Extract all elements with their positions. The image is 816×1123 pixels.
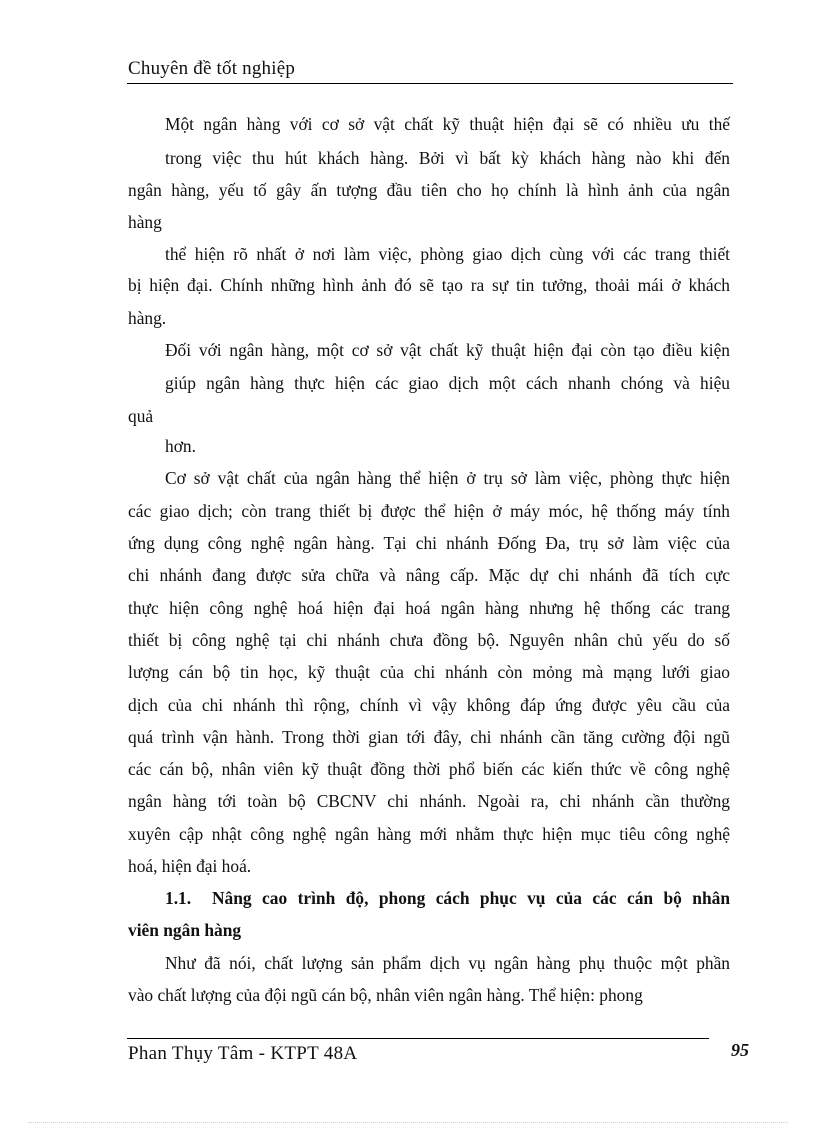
text-line: vào chất lượng của đội ngũ cán bộ, nhân viên ngân hàng. Thể hiện: phong xyxy=(128,985,643,1005)
text-line: thực hiện công nghệ hoá hiện đại hoá ngân hàng nhưng hệ thống các trang xyxy=(128,598,730,618)
text-line: ngân hàng tới toàn bộ CBCNV chi nhánh. Ngoài ra, chi nhánh cần thường xyxy=(128,791,730,811)
section-title-line: viên ngân hàng xyxy=(128,920,242,940)
text-line: các giao dịch; còn trang thiết bị được thể hiện ở máy móc, hệ thống máy tính xyxy=(128,501,730,521)
text-line: chi nhánh đang được sửa chữa và nâng cấp. Mặc dự chi nhánh đã tích cực xyxy=(128,565,730,585)
footer-divider xyxy=(127,1038,709,1039)
page-number: 95 xyxy=(731,1040,749,1060)
text-line: Như đã nói, chất lượng sản phẩm dịch vụ ngân hàng phụ thuộc một phần xyxy=(165,953,730,973)
text-line: bị hiện đại. Chính những hình ảnh đó sẽ tạo ra sự tin tưởng, thoải mái ở khách xyxy=(128,275,730,295)
text-line: ngân hàng, yếu tố gây ấn tượng đầu tiên cho họ chính là hình ảnh của ngân xyxy=(128,180,730,200)
text-line: lượng cán bộ tin học, kỹ thuật của chi nhánh còn mỏng mà mạng lưới giao xyxy=(128,662,730,682)
text-line: thể hiện rõ nhất ở nơi làm việc, phòng giao dịch cùng với các trang thiết xyxy=(165,244,730,264)
text-line: hoá, hiện đại hoá. xyxy=(128,856,252,876)
text-line: hàng. xyxy=(128,308,167,328)
text-line: thiết bị công nghệ tại chi nhánh chưa đồng bộ. Nguyên nhân chủ yếu do số xyxy=(128,630,730,650)
footer-author: Phan Thụy Tâm - KTPT 48A xyxy=(128,1043,358,1064)
text-line: Cơ sở vật chất của ngân hàng thể hiện ở trụ sở làm việc, phòng thực hiện xyxy=(165,468,730,488)
text-line: quá trình vận hành. Trong thời gian tới đây, chi nhánh cần tăng cường đội ngũ xyxy=(128,727,730,747)
text-line: các cán bộ, nhân viên kỹ thuật đồng thời phổ biến các kiến thức về công nghệ xyxy=(128,759,730,779)
text-line: ứng dụng công nghệ ngân hàng. Tại chi nhánh Đống Đa, trụ sở làm việc của xyxy=(128,533,730,553)
text-line: Đối với ngân hàng, một cơ sở vật chất kỹ thuật hiện đại còn tạo điều kiện xyxy=(165,340,730,360)
page-header-title: Chuyên đề tốt nghiệp xyxy=(128,58,296,79)
text-line: trong việc thu hút khách hàng. Bởi vì bất kỳ khách hàng nào khi đến xyxy=(165,148,730,168)
text-line: hàng xyxy=(128,212,162,232)
header-divider xyxy=(127,83,733,84)
section-title-line: Nâng cao trình độ, phong cách phục vụ của các cán bộ nhân xyxy=(212,888,730,908)
text-line: xuyên cập nhật công nghệ ngân hàng mới nhằm thực hiện mục tiêu công nghệ xyxy=(128,824,730,844)
text-line: hơn. xyxy=(165,436,196,456)
section-number: 1.1. xyxy=(165,888,192,908)
text-line: dịch của chi nhánh thì rộng, chính vì vậy không đáp ứng được yêu cầu của xyxy=(128,695,730,715)
text-line: Một ngân hàng với cơ sở vật chất kỹ thuật hiện đại sẽ có nhiều ưu thế xyxy=(165,114,730,134)
text-line: quả xyxy=(128,406,154,426)
text-line: giúp ngân hàng thực hiện các giao dịch một cách nhanh chóng và hiệu xyxy=(165,373,730,393)
